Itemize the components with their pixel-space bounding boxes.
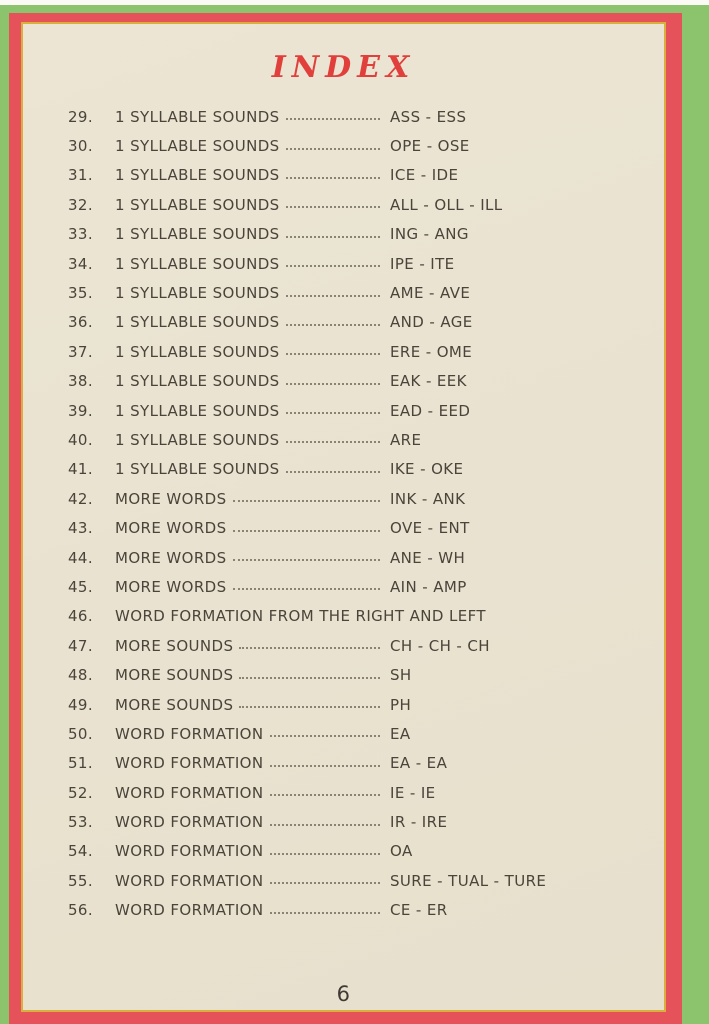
index-entry-row (59, 513, 652, 542)
entry-title: 1 SYLLABLE SOUNDS (115, 195, 280, 214)
entry-number: 29. (67, 107, 93, 126)
entry-number: 40. (67, 430, 93, 449)
dotted-leader (239, 706, 380, 708)
entry-sounds: OA (390, 842, 413, 861)
entry-title: 1 SYLLABLE SOUNDS (115, 460, 280, 479)
entry-sounds: INK - ANK (390, 489, 466, 508)
page-title: INDEX (271, 50, 416, 85)
index-entry-row (59, 572, 652, 601)
index-entry-row (59, 866, 652, 895)
entry-number: 42. (67, 489, 93, 508)
entry-title: MORE WORDS (115, 519, 227, 538)
entry-number: 49. (67, 695, 93, 714)
dotted-leader (286, 148, 380, 150)
dotted-leader (286, 353, 380, 355)
index-entry-row (59, 396, 652, 425)
entry-title: 1 SYLLABLE SOUNDS (115, 313, 280, 332)
entry-sounds: ARE (390, 430, 422, 449)
entry-title: WORD FORMATION (115, 842, 264, 861)
index-entry-row (59, 102, 652, 131)
index-entry-row (59, 249, 652, 278)
entry-number: 34. (67, 254, 93, 273)
entry-number: 56. (67, 901, 93, 920)
index-entry-row (59, 719, 652, 748)
dotted-leader (239, 647, 380, 649)
dotted-leader (286, 236, 380, 238)
entry-title: MORE SOUNDS (115, 695, 234, 714)
dotted-leader (286, 324, 380, 326)
entry-sounds: AIN - AMP (390, 577, 467, 596)
index-entry-row (59, 278, 652, 307)
entry-sounds: PH (390, 695, 412, 714)
dotted-leader (286, 471, 380, 473)
entry-sounds: IPE - ITE (390, 254, 455, 273)
entry-number: 50. (67, 724, 93, 743)
index-entry-row (59, 690, 652, 719)
entry-title: 1 SYLLABLE SOUNDS (115, 254, 280, 273)
index-entry-row (59, 367, 652, 396)
dotted-leader (233, 500, 380, 502)
entry-sounds: SH (390, 666, 412, 685)
entry-title: MORE SOUNDS (115, 666, 234, 685)
dotted-leader (286, 265, 380, 267)
entry-title: 1 SYLLABLE SOUNDS (115, 372, 280, 391)
entry-number: 44. (67, 548, 93, 567)
entry-number: 35. (67, 284, 93, 303)
entry-title: 1 SYLLABLE SOUNDS (115, 166, 280, 185)
entry-sounds: ERE - OME (390, 342, 473, 361)
entry-title: 1 SYLLABLE SOUNDS (115, 342, 280, 361)
entry-title: WORD FORMATION (115, 813, 264, 832)
book-page (21, 22, 666, 1012)
entry-sounds: ASS - ESS (390, 107, 467, 126)
dotted-leader (239, 677, 380, 679)
dotted-leader (286, 383, 380, 385)
entry-number: 51. (67, 754, 93, 773)
dotted-leader (233, 559, 380, 561)
entry-number: 30. (67, 137, 93, 156)
index-entry-row (59, 161, 652, 190)
entry-number: 32. (67, 195, 93, 214)
entry-sounds: ALL - OLL - ILL (390, 195, 503, 214)
entry-title: 1 SYLLABLE SOUNDS (115, 137, 280, 156)
dotted-leader (286, 118, 380, 120)
dotted-leader (270, 882, 381, 884)
entry-sounds: ING - ANG (390, 225, 469, 244)
entry-title: MORE WORDS (115, 577, 227, 596)
index-entry-row (59, 896, 652, 925)
dotted-leader (270, 824, 381, 826)
entry-number: 41. (67, 460, 93, 479)
dotted-leader (233, 530, 380, 532)
index-entry-row (59, 631, 652, 660)
entry-number: 38. (67, 372, 93, 391)
dotted-leader (270, 912, 381, 914)
index-entry-row (59, 807, 652, 836)
entry-title: MORE WORDS (115, 548, 227, 567)
index-entry-row (59, 837, 652, 866)
entry-number: 39. (67, 401, 93, 420)
entry-number: 45. (67, 577, 93, 596)
index-list (59, 102, 652, 925)
entry-sounds: OVE - ENT (390, 519, 470, 538)
entry-title: WORD FORMATION (115, 783, 264, 802)
entry-title: MORE WORDS (115, 489, 227, 508)
entry-title: WORD FORMATION FROM THE RIGHT AND LEFT (115, 607, 486, 626)
entry-sounds: EAD - EED (390, 401, 471, 420)
index-entry-row (59, 484, 652, 513)
dotted-leader (286, 206, 380, 208)
index-entry-row (59, 220, 652, 249)
entry-sounds: ICE - IDE (390, 166, 459, 185)
entry-sounds: SURE - TUAL - TURE (390, 871, 547, 890)
entry-sounds: AND - AGE (390, 313, 473, 332)
dotted-leader (270, 794, 381, 796)
dotted-leader (270, 853, 381, 855)
entry-title: WORD FORMATION (115, 754, 264, 773)
dotted-leader (286, 295, 380, 297)
entry-sounds: EAK - EEK (390, 372, 467, 391)
entry-sounds: AME - AVE (390, 284, 471, 303)
entry-title: WORD FORMATION (115, 871, 264, 890)
entry-title: 1 SYLLABLE SOUNDS (115, 225, 280, 244)
entry-title: WORD FORMATION (115, 724, 264, 743)
entry-sounds: EA (390, 724, 411, 743)
index-entry-row (59, 543, 652, 572)
entry-title: MORE SOUNDS (115, 636, 234, 655)
index-entry-row (59, 308, 652, 337)
entry-number: 46. (67, 607, 93, 626)
entry-title: WORD FORMATION (115, 901, 264, 920)
dotted-leader (286, 441, 380, 443)
index-entry-row (59, 602, 652, 631)
index-entry-row (59, 455, 652, 484)
index-entry-row (59, 749, 652, 778)
entry-sounds: IR - IRE (390, 813, 448, 832)
entry-number: 53. (67, 813, 93, 832)
entry-title: 1 SYLLABLE SOUNDS (115, 107, 280, 126)
entry-number: 33. (67, 225, 93, 244)
index-entry-row (59, 131, 652, 160)
index-entry-row (59, 190, 652, 219)
page-content (23, 24, 664, 1010)
entry-sounds: CE - ER (390, 901, 448, 920)
dotted-leader (286, 177, 380, 179)
index-entry-row (59, 660, 652, 689)
entry-sounds: IKE - OKE (390, 460, 464, 479)
entry-number: 36. (67, 313, 93, 332)
page-number: 6 (336, 982, 351, 1006)
entry-sounds: EA - EA (390, 754, 448, 773)
entry-number: 55. (67, 871, 93, 890)
entry-number: 47. (67, 636, 93, 655)
index-entry-row (59, 778, 652, 807)
entry-number: 48. (67, 666, 93, 685)
entry-number: 52. (67, 783, 93, 802)
dotted-leader (270, 735, 381, 737)
red-border-frame (9, 13, 682, 1024)
entry-title: 1 SYLLABLE SOUNDS (115, 401, 280, 420)
index-entry-row (59, 337, 652, 366)
index-entry-row (59, 425, 652, 454)
dotted-leader (233, 588, 380, 590)
entry-sounds: CH - CH - CH (390, 636, 490, 655)
entry-sounds: ANE - WH (390, 548, 466, 567)
entry-sounds: OPE - OSE (390, 137, 470, 156)
entry-sounds: IE - IE (390, 783, 436, 802)
entry-number: 54. (67, 842, 93, 861)
entry-number: 37. (67, 342, 93, 361)
entry-title: 1 SYLLABLE SOUNDS (115, 284, 280, 303)
entry-number: 31. (67, 166, 93, 185)
scan-edge-strip (0, 0, 709, 5)
dotted-leader (270, 765, 381, 767)
dotted-leader (286, 412, 380, 414)
entry-number: 43. (67, 519, 93, 538)
entry-title: 1 SYLLABLE SOUNDS (115, 430, 280, 449)
